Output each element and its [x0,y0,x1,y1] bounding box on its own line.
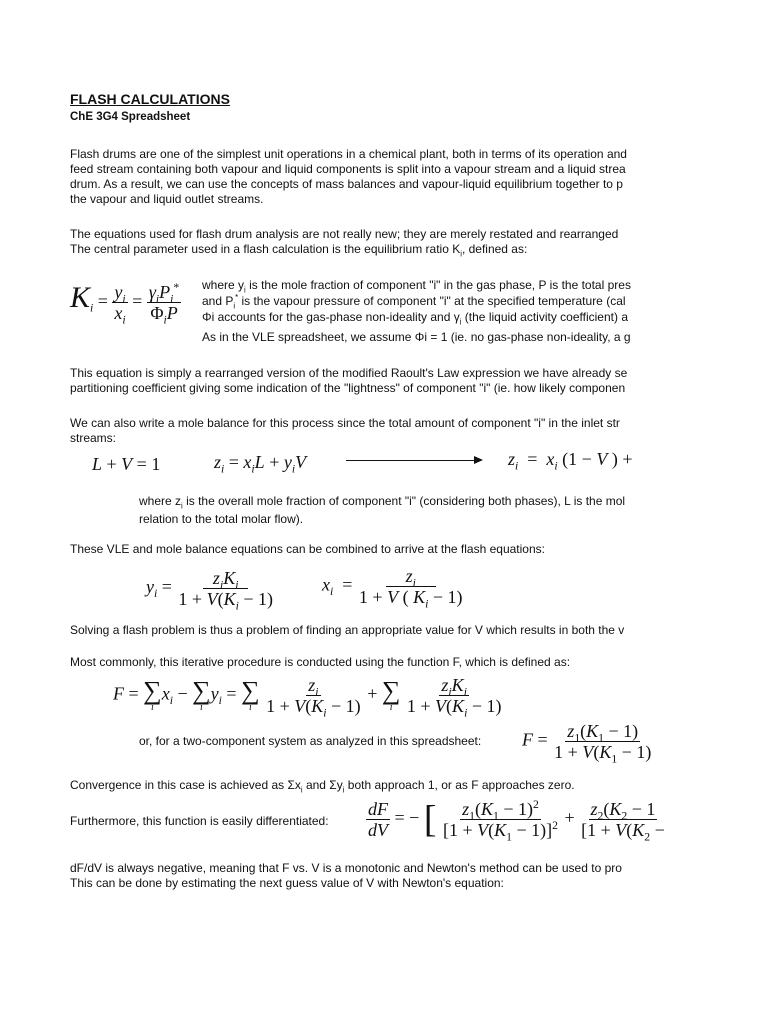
component-balance-equation: $z_i = x_iL + y_iV$ [214,452,307,476]
derivative-equation: $\frac{dF}{dV}$ = − [ $\frac{z_1(K_1 - 1)^2}{[1 + V(K_1 - 1)]^2}$ + $\frac{z_2(K_2 - 1}{[1 + V(K_2 -}$ [368,798,665,844]
ki-equation: $K_i$ = $\frac{y_i}{x_i}$ = $\frac{\gamma_iP_i^*}{\Phi_iP}$ [70,281,180,327]
paragraph-line: These VLE and mole balance equations can be combined to arrive at the flash equations: [70,542,545,556]
xi-flash-equation: $x_i$ = $\frac{z_i}{1 + V ( K_i - 1)}$ [322,566,463,611]
rearranged-balance-equation: $z_i = x_i$ (1 − V ) + [508,449,633,473]
paragraph-line: Most commonly, this iterative procedure is conducted using the function F, which is defined as: [70,655,571,669]
ki-description-line: Φi accounts for the gas-phase non-ideality and $\gamma_i$ (the liquid activity coefficient) a [202,310,628,327]
convergence-line: Convergence in this case is achieved as $\Sigma x_i$ and $\Sigma y_i$ both approach 1, or as F approaches zero. [70,778,575,795]
paragraph-line: We can also write a mole balance for this process since the total amount of component "i" in the inlet str [70,416,620,430]
total-balance-equation: L + V = 1 [92,454,161,474]
paragraph-line: the vapour and liquid outlet streams. [70,192,264,206]
differentiated-line: Furthermore, this function is easily differentiated: [70,814,329,828]
paragraph-line: dF/dV is always negative, meaning that F vs. V is a monotonic and Newton's method can be used to pro [70,861,622,875]
f-function-equation: F = ∑ i $x_i$ − ∑ i $y_i$ = ∑ i $\frac{z_i}{1 + V(K_i - 1)}$ + ∑ i $\frac{z_iK_i}{1 + V(K_i - 1)}$ [113,675,502,720]
zi-description-line: where $z_i$ is the overall mole fraction of component "i" (considering both phases), L is the mol [139,494,626,511]
paragraph-line: partitioning coefficient giving some indication of the "lightness" of component "i" (ie. how likely componen [70,381,626,395]
two-component-line: or, for a two-component system as analyzed in this spreadsheet: [139,734,482,748]
yi-flash-equation: $y_i$ = $\frac{z_iK_i}{1 + V(K_i - 1)}$ [146,568,273,613]
document-subtitle: ChE 3G4 Spreadsheet [70,111,191,123]
paragraph-line: This can be done by estimating the next guess value of V with Newton's equation: [70,876,504,890]
ki-description-line: As in the VLE spreadsheet, we assume Φi = 1 (ie. no gas-phase non-ideality, a g [202,330,631,344]
paragraph-line: The central parameter used in a flash calculation is the equilibrium ratio $K_i$, defined as: [70,242,528,259]
ki-description-line: where $y_i$ is the mole fraction of component "i" in the gas phase, P is the total pres [202,278,631,295]
ki-description-line: and $P_i^*$ is the vapour pressure of component "i" at the specified temperature (cal [202,293,626,311]
arrow-icon [346,460,481,461]
paragraph-line: Flash drums are one of the simplest unit operations in a chemical plant, both in terms of its operation and [70,147,627,161]
paragraph-line: Solving a flash problem is thus a problem of finding an appropriate value for V which results in both the v [70,623,625,637]
paragraph-line: feed stream containing both vapour and liquid components is split into a vapour stream and a liquid strea [70,162,626,176]
paragraph-line: The equations used for flash drum analysis are not really new; they are merely restated and rearranged [70,227,619,241]
paragraph-line: streams: [70,431,117,445]
two-component-f-equation: F = $\frac{z_1(K_1 - 1)}{1 + V(K_1 - 1)}$ [522,721,652,766]
document-title: FLASH CALCULATIONS [70,91,230,107]
zi-description-line: relation to the total molar flow). [139,512,304,526]
paragraph-line: This equation is simply a rearranged version of the modified Raoult's Law expression we have already se [70,366,628,380]
paragraph-line: drum. As a result, we can use the concepts of mass balances and vapour-liquid equilibrium together to p [70,177,623,191]
